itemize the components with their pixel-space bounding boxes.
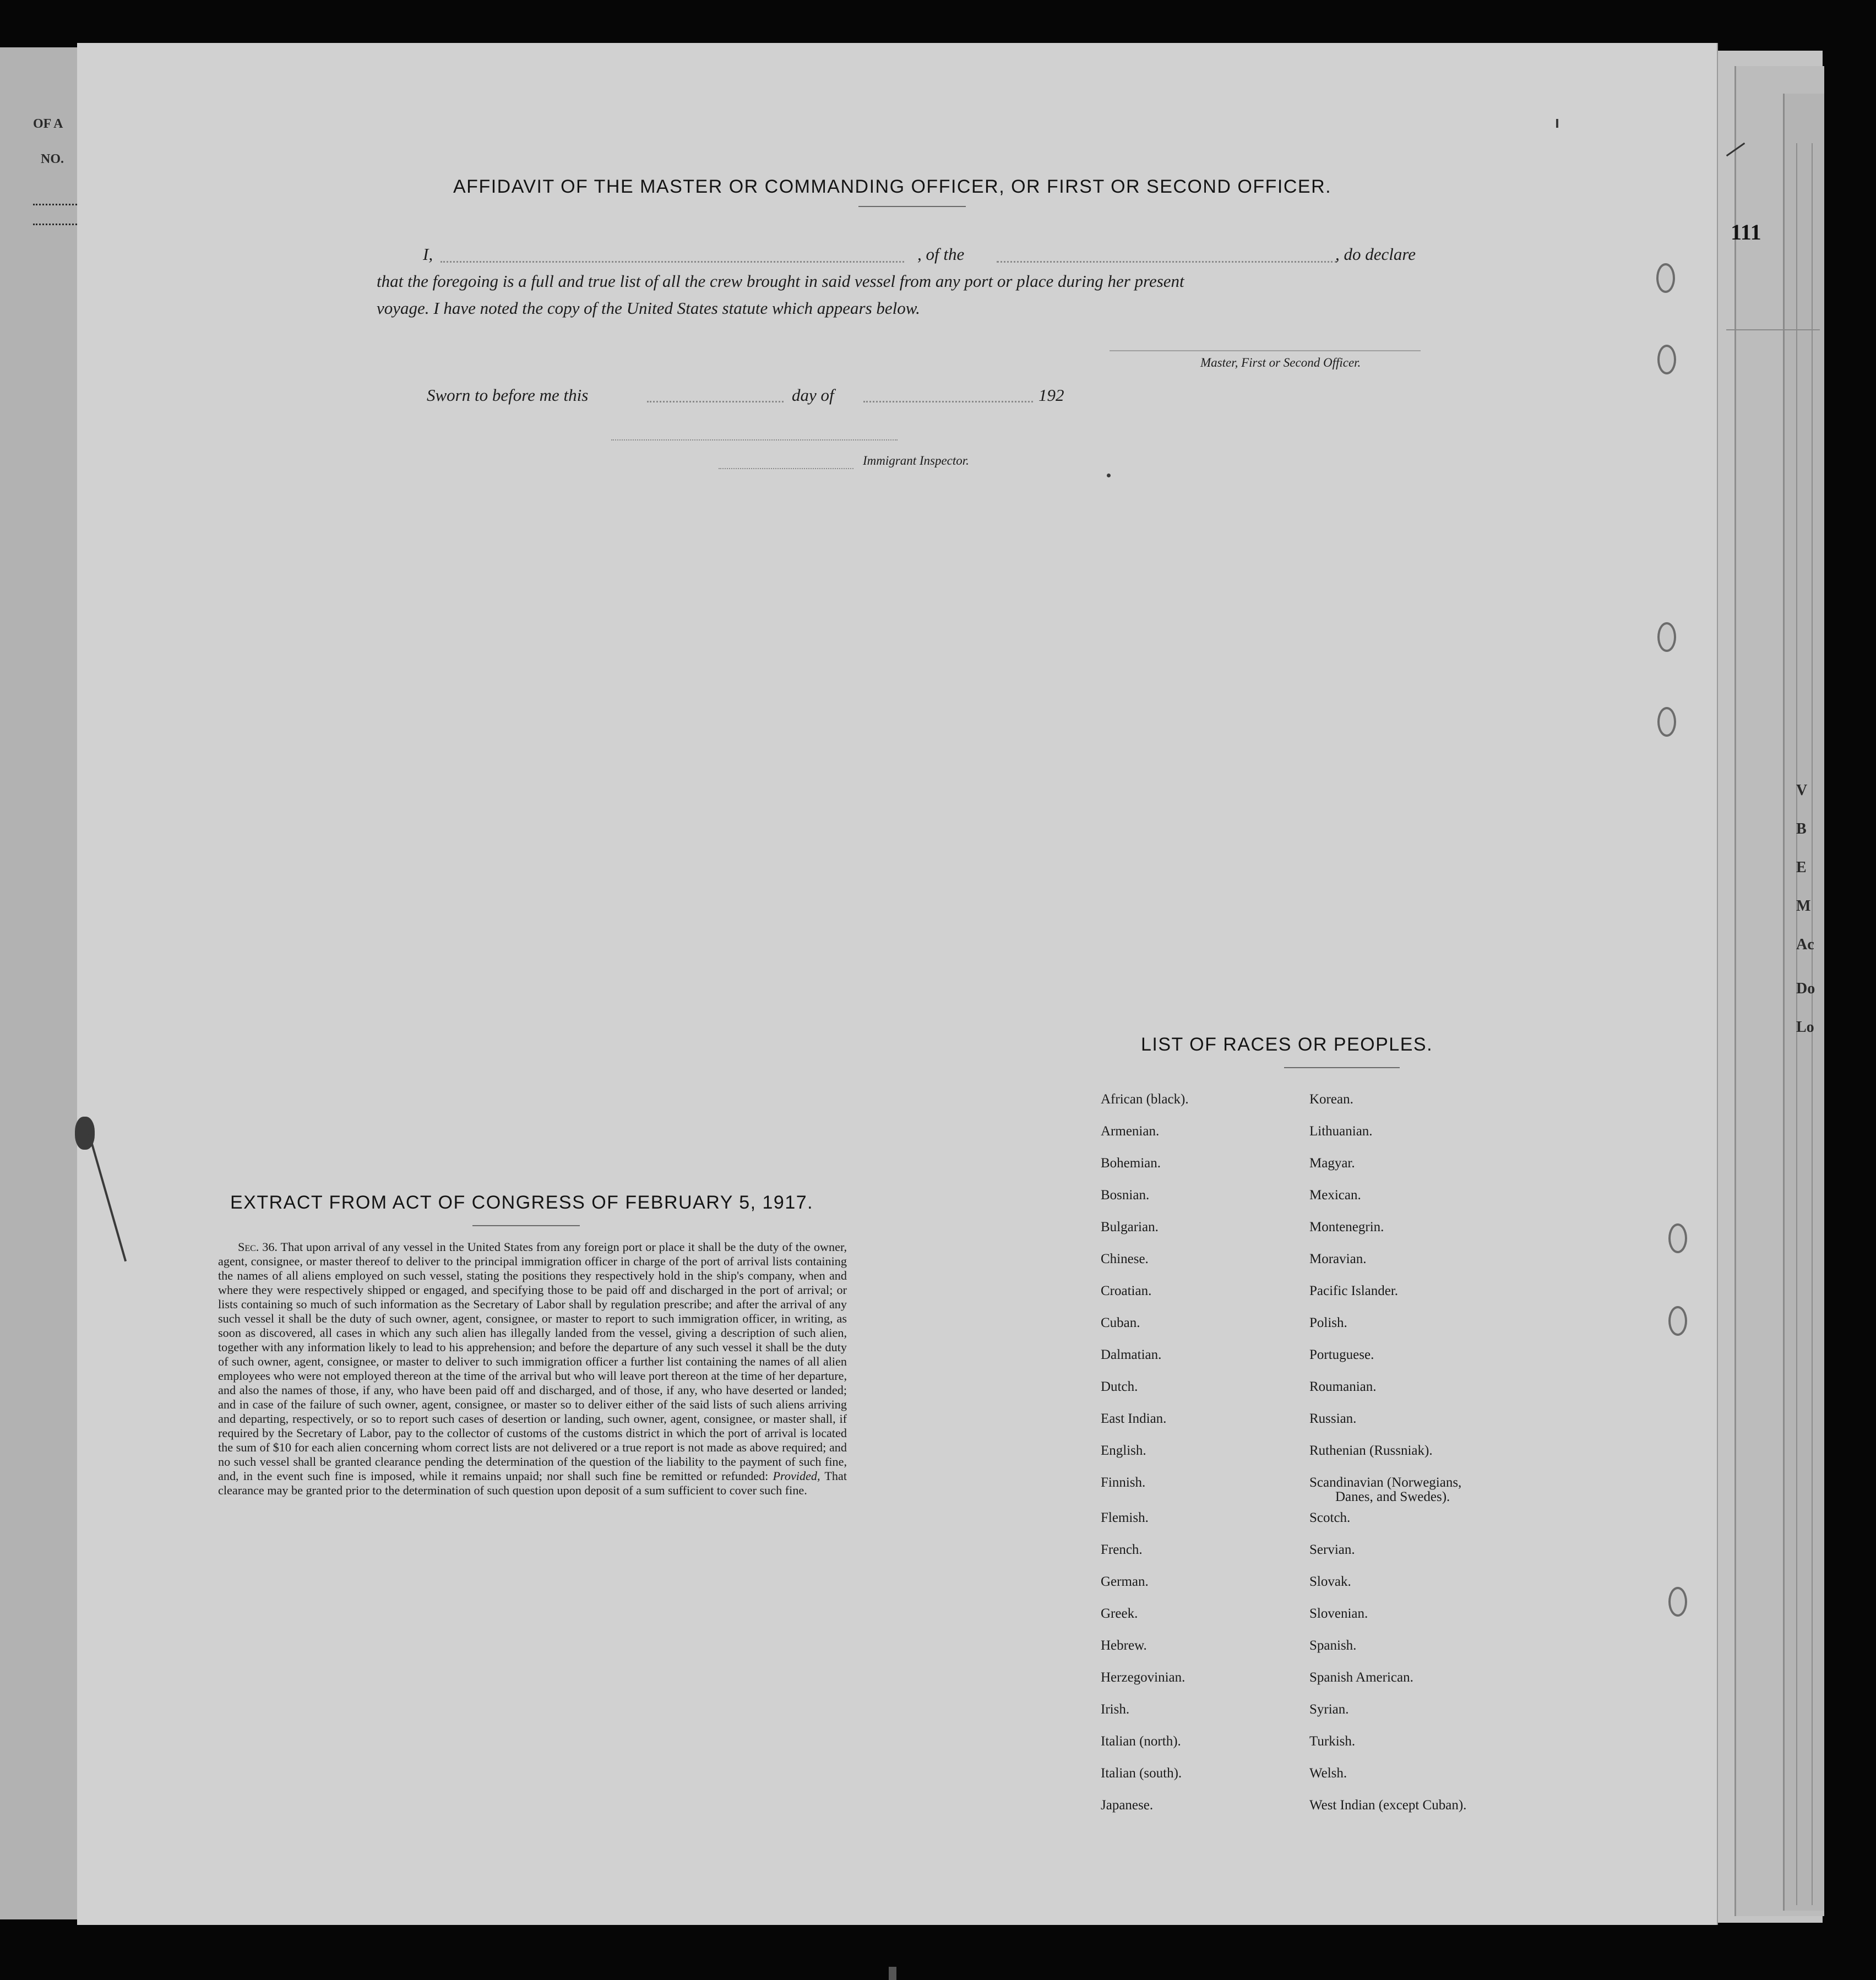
year-prefix: 192 bbox=[1038, 385, 1064, 405]
affidavit-heading: AFFIDAVIT OF THE MASTER OR COMMANDING OFFICER, OR FIRST OR SECOND OFFICER. bbox=[453, 176, 1332, 197]
race-item: Bulgarian. bbox=[1101, 1220, 1159, 1234]
race-item: Finnish. bbox=[1101, 1475, 1146, 1490]
statute-body-2: That clearance may be granted prior to the determination of such question upon deposit of a sum sufficient to cover such fine. bbox=[218, 1469, 847, 1497]
declaration-line-2: that the foregoing is a full and true list of all the crew brought in said vessel from any port or place during her present bbox=[377, 271, 1184, 291]
race-item: Japanese. bbox=[1101, 1798, 1154, 1813]
race-item: English. bbox=[1101, 1443, 1146, 1458]
race-item: Flemish. bbox=[1101, 1510, 1149, 1525]
statute-body-1: That upon arrival of any vessel in the United States from any foreign port or place it shall be the duty of the owner, agent, consignee, or master thereof to deliver to the principal immigration officer in charge of the port of arrival lists containing the names of all aliens employed on such vessel, stating the positions they respectively hold in the ship's company, when and where they were respectively shipped or engaged, and specifying those to be paid off and discharged in the port of arrival; or lists containing so much of such information as the Secretary of Labor shall by regulation prescribe; and after the arrival of any such vessel it shall be the duty of such owner, agent, consignee, or master to report to such immigration officer, in writing, as soon as discovered, all cases in which any such alien has illegally landed from the vessel, giving a description of such alien, together with any information likely to lead to his apprehension; and before the departure of any such vessel it shall be the duty of such owner, agent, consignee, or master to deliver to such immigration officer a further list containing the names of all alien employees who were not employed thereon at the time of the arrival but who will leave port thereon at the time of her departure, and also the names of those, if any, who have been paid off and discharged, and of those, if any, who have deserted or landed; and in case of the failure of such owner, agent, consignee, or master so to deliver either of the said lists of such aliens arriving and departing, respectively, or so to report such cases of desertion or landing, such owner, agent, consignee, or master shall, if required by the Secretary of Labor, pay to the collector of customs of the customs district in which the port of arrival is located the sum of $10 for each alien concerning whom correct lists are not delivered or a true report is not made as above required; and no such vessel shall be granted clearance pending the determination of the question of the liability to the payment of such fine, and, in the event such fine is imposed, while it remains unpaid; nor shall such fine be remitted or refunded: bbox=[218, 1240, 847, 1483]
race-item: Montenegrin. bbox=[1309, 1220, 1384, 1234]
race-item: Hebrew. bbox=[1101, 1638, 1147, 1653]
page-number: 111 bbox=[1731, 220, 1761, 244]
binding-hole bbox=[1657, 622, 1676, 652]
race-item: Dalmatian. bbox=[1101, 1347, 1162, 1362]
race-item: Roumanian. bbox=[1309, 1379, 1377, 1394]
binding-hole bbox=[1656, 263, 1675, 293]
race-item: Pacific Islander. bbox=[1309, 1283, 1399, 1298]
race-item: Moravian. bbox=[1309, 1252, 1367, 1266]
statute-text bbox=[218, 1240, 847, 1498]
race-item: Italian (south). bbox=[1101, 1766, 1182, 1781]
sheet-fragment-text: Ac bbox=[1796, 936, 1814, 953]
race-item: Welsh. bbox=[1309, 1766, 1347, 1781]
race-item: African (black). bbox=[1101, 1092, 1189, 1107]
race-item: Italian (north). bbox=[1101, 1734, 1181, 1749]
race-item: Irish. bbox=[1101, 1702, 1130, 1717]
ink-speck bbox=[1556, 119, 1558, 128]
race-item: Magyar. bbox=[1309, 1156, 1355, 1171]
binding-hole bbox=[1657, 707, 1676, 737]
race-item: Bohemian. bbox=[1101, 1156, 1161, 1171]
race-item: French. bbox=[1101, 1542, 1143, 1557]
sheet-fragment-text: NO. bbox=[41, 152, 64, 166]
day-blank bbox=[647, 401, 784, 402]
section-label: Sec. 36. bbox=[238, 1240, 278, 1254]
day-of-text: day of bbox=[792, 385, 834, 405]
race-item: Spanish American. bbox=[1309, 1670, 1413, 1685]
race-item: Polish. bbox=[1309, 1315, 1347, 1330]
race-item: German. bbox=[1101, 1574, 1149, 1589]
race-item: Mexican. bbox=[1309, 1188, 1361, 1203]
race-item: Dutch. bbox=[1101, 1379, 1138, 1394]
binding-hole bbox=[1668, 1587, 1687, 1617]
sheet-fragment-line bbox=[33, 224, 77, 225]
race-item-continuation: Danes, and Swedes). bbox=[1335, 1489, 1450, 1504]
month-blank bbox=[863, 401, 1033, 402]
race-item: Bosnian. bbox=[1101, 1188, 1150, 1203]
inspector-signature-line bbox=[611, 439, 898, 440]
name-blank bbox=[441, 261, 904, 263]
sheet-fragment-text: Do bbox=[1796, 980, 1815, 997]
binding-hole bbox=[1668, 1223, 1687, 1253]
sworn-text: Sworn to before me this bbox=[427, 385, 589, 405]
vessel-blank bbox=[997, 261, 1337, 263]
binding-hole bbox=[1668, 1306, 1687, 1336]
margin-rule bbox=[1726, 329, 1820, 330]
race-item: Russian. bbox=[1309, 1411, 1357, 1426]
race-item: Servian. bbox=[1309, 1542, 1355, 1557]
sheet-fragment-text: M bbox=[1796, 897, 1811, 915]
race-item: West Indian (except Cuban). bbox=[1309, 1798, 1467, 1813]
manifest-page bbox=[77, 43, 1718, 1925]
extract-heading: EXTRACT FROM ACT OF CONGRESS OF FEBRUARY 5, 1917. bbox=[230, 1192, 814, 1213]
race-item: Cuban. bbox=[1101, 1315, 1140, 1330]
race-item: Herzegovinian. bbox=[1101, 1670, 1186, 1685]
ink-speck bbox=[889, 1967, 896, 1980]
race-item: Spanish. bbox=[1309, 1638, 1357, 1653]
race-item: Greek. bbox=[1101, 1606, 1138, 1621]
race-item: East Indian. bbox=[1101, 1411, 1167, 1426]
race-item: Portuguese. bbox=[1309, 1347, 1374, 1362]
sheet-fragment-line bbox=[33, 204, 77, 205]
race-item: Syrian. bbox=[1309, 1702, 1349, 1717]
race-item: Turkish. bbox=[1309, 1734, 1356, 1749]
sheet-fragment-text: E bbox=[1796, 859, 1807, 876]
heading-underline bbox=[858, 206, 966, 207]
heading-underline bbox=[1284, 1067, 1400, 1068]
declaration-line-3: voyage. I have noted the copy of the United States statute which appears below. bbox=[377, 298, 920, 318]
race-item: Slovenian. bbox=[1309, 1606, 1368, 1621]
underlying-sheet-left bbox=[0, 47, 83, 1919]
race-item: Korean. bbox=[1309, 1092, 1353, 1107]
inspector-blank bbox=[719, 468, 853, 469]
sheet-fragment-text: V bbox=[1796, 782, 1808, 799]
signature-line bbox=[1110, 350, 1421, 351]
race-item: Lithuanian. bbox=[1309, 1124, 1373, 1139]
inspector-caption: Immigrant Inspector. bbox=[863, 454, 969, 467]
races-heading: LIST OF RACES OR PEOPLES. bbox=[1141, 1034, 1433, 1055]
sheet-fragment-text: B bbox=[1796, 820, 1807, 837]
sheet-fragment-text: OF A bbox=[33, 117, 63, 131]
declaration-do-declare: , do declare bbox=[1335, 244, 1416, 264]
race-item: Croatian. bbox=[1101, 1283, 1152, 1298]
race-item: Slovak. bbox=[1309, 1574, 1351, 1589]
race-item: Ruthenian (Russniak). bbox=[1309, 1443, 1433, 1458]
declaration-of-the: , of the bbox=[917, 244, 965, 264]
signature-caption: Master, First or Second Officer. bbox=[1200, 356, 1361, 369]
sheet-fragment-text: Lo bbox=[1796, 1019, 1814, 1036]
race-item: Chinese. bbox=[1101, 1252, 1149, 1266]
heading-underline bbox=[472, 1225, 580, 1226]
statute-provided: Provided, bbox=[773, 1469, 820, 1483]
underlying-sheet-right-3 bbox=[1783, 94, 1824, 1911]
declaration-i: I, bbox=[423, 244, 433, 264]
race-item: Armenian. bbox=[1101, 1124, 1160, 1139]
race-item: Scandinavian (Norwegians, bbox=[1309, 1475, 1462, 1490]
race-item: Scotch. bbox=[1309, 1510, 1351, 1525]
ink-speck bbox=[1107, 474, 1111, 477]
binding-hole bbox=[1657, 345, 1676, 374]
